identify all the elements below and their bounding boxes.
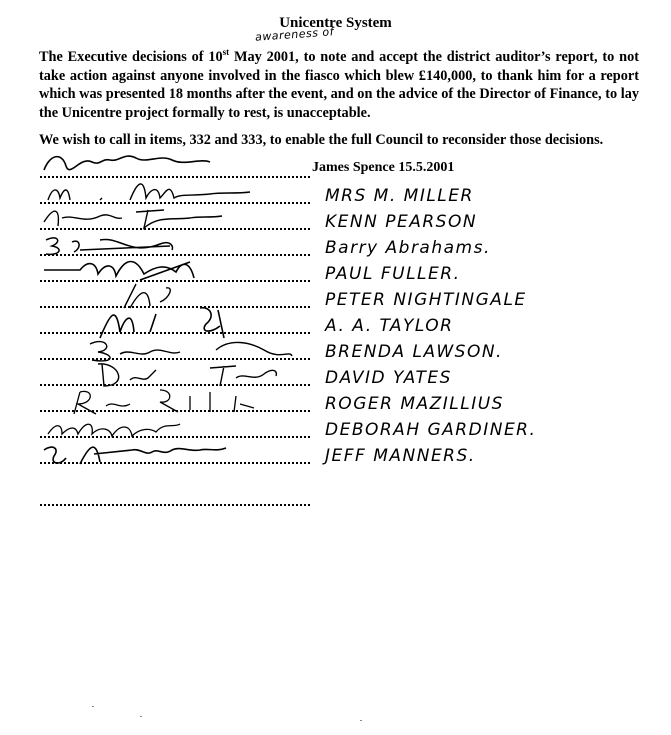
printed-name: MRS M. MILLER — [325, 186, 474, 206]
paragraph-rest: May 2001, to note and accept the district auditor’s report, to not take action against anyone involved in the fiasco which blew £140,000, to thank him for a report which was presented 18 months after the event, and on the advice of the Director of Finance, to lay the Unicentre project formally to rest, is unacceptable. — [39, 49, 639, 121]
scan-speck — [92, 706, 94, 707]
printed-name: KENN PEARSON — [325, 212, 478, 232]
printed-name: PAUL FULLER. — [325, 264, 461, 284]
handwritten-insertion: awareness of — [254, 25, 335, 44]
document-title: Unicentre System — [279, 15, 392, 31]
call-in-statement: We wish to call in items, 332 and 333, to enable the full Council to reconsider those decisions. — [39, 132, 604, 148]
scan-speck — [360, 720, 362, 721]
printed-name: DEBORAH GARDINER. — [325, 420, 537, 440]
paragraph-start: The Executive decisions of 10 — [39, 49, 223, 65]
decision-paragraph — [39, 48, 639, 122]
printed-name: DAVID YATES — [325, 368, 452, 388]
printed-name: PETER NIGHTINGALE — [325, 290, 527, 310]
printed-name: Barry Abrahams. — [325, 238, 491, 258]
printed-name: A. A. TAYLOR — [325, 316, 454, 336]
signature-line — [40, 504, 310, 506]
signature-line — [40, 462, 310, 464]
printed-name: JEFF MANNERS. — [325, 446, 476, 466]
date-suffix: st — [222, 47, 230, 58]
printed-name: BRENDA LAWSON. — [325, 342, 503, 362]
printed-name: ROGER MAZILLIUS — [325, 394, 504, 414]
printed-name: James Spence 15.5.2001 — [312, 160, 455, 175]
scan-speck — [140, 716, 142, 717]
